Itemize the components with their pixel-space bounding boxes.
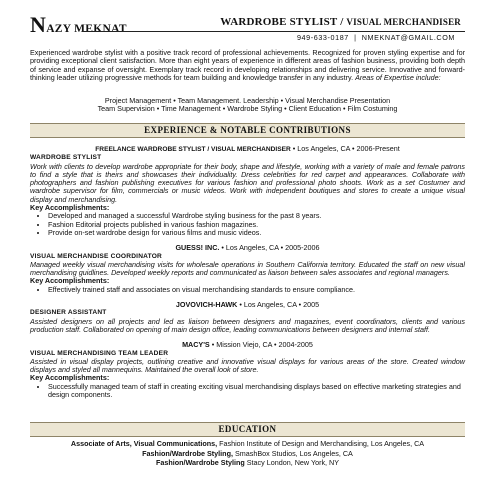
job-heading	[30, 244, 465, 252]
accomplishment-item: • Developed and managed a successful Wardrobe styling business for the past 8 years.	[48, 212, 465, 220]
expertise-list	[30, 97, 465, 114]
job-location-dates: • Los Angeles, CA • 2005	[237, 300, 320, 310]
job-title-main: WARDROBE STYLIST /	[220, 16, 347, 28]
job-company: FREELANCE WARDROBE STYLIST / VISUAL MERCHANDISER	[95, 146, 291, 153]
education-section-heading: EDUCATION	[30, 422, 465, 437]
education-school: Fashion Institute of Design and Merchandising, Los Angeles, CA	[217, 439, 425, 448]
accomplishment-item: • Fashion Editorial projects published in various fashion magazines.	[48, 221, 465, 229]
accomplishment-item: • Effectively trained staff and associates on visual merchandising standards to ensure compliance.	[48, 286, 465, 294]
education-school: Stacy London, New York, NY	[244, 458, 340, 468]
expertise-line-1: Project Management • Team Management. Leadership • Visual Merchandise Presentation	[104, 96, 391, 105]
job-company: MACY'S	[182, 340, 210, 350]
summary-paragraph	[30, 49, 465, 82]
expertise-line-2: Team Supervision • Time Management • Wardrobe Styling • Client Education • Film Costuming	[97, 104, 398, 114]
key-accomplishments-label: Key Accomplishments:	[30, 276, 110, 286]
education-item	[30, 449, 465, 459]
job-location-dates: • Los Angeles, CA • 2005-2006	[219, 243, 320, 253]
education-degree: Fashion/Wardrobe Styling	[155, 458, 245, 468]
job-location-dates: • Mission Viejo, CA • 2004-2005	[209, 340, 313, 350]
job-company: JOVOVICH-HAWK	[175, 300, 238, 310]
education-school: SmashBox Studios, Los Angeles, CA	[232, 448, 353, 458]
job-title	[220, 18, 461, 26]
accomplishment-list	[30, 383, 465, 400]
expertise-label: Areas of Expertise include:	[355, 72, 441, 82]
header-rule	[82, 31, 465, 32]
education-item	[30, 439, 465, 449]
job-heading	[30, 341, 465, 349]
job-description: Assisted designers on all projects and led as liaison between designers and magazines, event coordinators, clients and various production staff. Collaborated on opening of main design office, leading communications between designers and internal staff.	[30, 316, 465, 334]
education-degree: Associate of Arts, Visual Communications,	[70, 439, 218, 448]
name-initial: N	[30, 12, 47, 37]
experience-list	[30, 143, 465, 399]
job-role: VISUAL MERCHANDISING TEAM LEADER	[30, 349, 169, 357]
resume-header	[30, 14, 465, 48]
job-description: Work with clients to develop wardrobe appropriate for their body, shape and lifestyle, working with a variety of male and female patrons to find a style that is theirs and showcases their individuality. Dress celebrities for red carpet and appearances. Collaborate with photographers and fashion publishing executives for various fashion and professional photo shoots. Work as a set Costumer and wardrobe supervisor for film, commercials or music videos. Work with independent boutiques and stores to create a unique visual display and merchandising.	[30, 161, 465, 204]
job-entry	[30, 244, 465, 294]
key-accomplishments-label: Key Accomplishments:	[30, 203, 110, 213]
job-company: GUESS! INC.	[175, 243, 220, 253]
education-item	[30, 458, 465, 468]
education-list	[30, 439, 465, 468]
contact-line: 949-633-0187 | NMEKNAT@GMAIL.COM	[296, 33, 455, 42]
experience-section-heading: EXPERIENCE & NOTABLE CONTRIBUTIONS	[30, 123, 465, 138]
job-title-secondary: VISUAL MERCHANDISER	[346, 17, 461, 27]
name-rest: AZY MEKNAT	[46, 23, 127, 35]
accomplishment-item: • Provide on-set wardrobe design for various films and music videos.	[48, 229, 465, 237]
summary-text: Experienced wardrobe stylist with a positive track record of professional achievements. Recognized for proven styling expertise and for providing exceptional client satisfaction. More than eight years of experience in different areas of fashion business, providing both depth of service and expanse of oversight. Exemplary track record in developing relationships and delivering service. Innovative and forward-thinking leader utilizing progressive methods for team building and knowledge transfer in any industry.	[30, 48, 465, 82]
job-role: WARDROBE STYLIST	[30, 154, 102, 162]
candidate-name	[30, 14, 127, 36]
key-accomplishments-label: Key Accomplishments:	[30, 373, 110, 383]
job-location-dates: • Los Angeles, CA • 2006-Present	[290, 144, 400, 153]
phone-number: 949-633-0187	[296, 33, 349, 42]
job-heading	[30, 301, 465, 309]
accomplishment-list	[30, 212, 465, 237]
job-description: Managed weekly visual merchandising visits for wholesale operations in Southern California territory. Educated the staff on new visual merchandising guidlines. Developed weekly reports and communicated as liaison between sales associates and regional managers.	[30, 259, 465, 278]
job-entry	[30, 341, 465, 399]
email-address: NMEKNAT@GMAIL.COM	[361, 33, 455, 42]
job-description: Assisted in visual display projects, outlining creative and innovative visual displays for various areas of the store. Created window displays and styled all mannequins. Maintained the overall look of store.	[30, 356, 465, 375]
job-heading	[30, 145, 465, 154]
education-degree: Fashion/Wardrobe Styling,	[142, 448, 233, 458]
job-role: VISUAL MERCHANDISE COORDINATOR	[30, 252, 163, 260]
job-entry	[30, 301, 465, 334]
job-entry	[30, 145, 465, 237]
job-role: DESIGNER ASSISTANT	[30, 309, 107, 317]
accomplishment-item: • Successfully managed team of staff in creating exciting visual merchandising displays based on effective marketing strategies and design components.	[48, 383, 465, 400]
accomplishment-list	[30, 286, 465, 294]
